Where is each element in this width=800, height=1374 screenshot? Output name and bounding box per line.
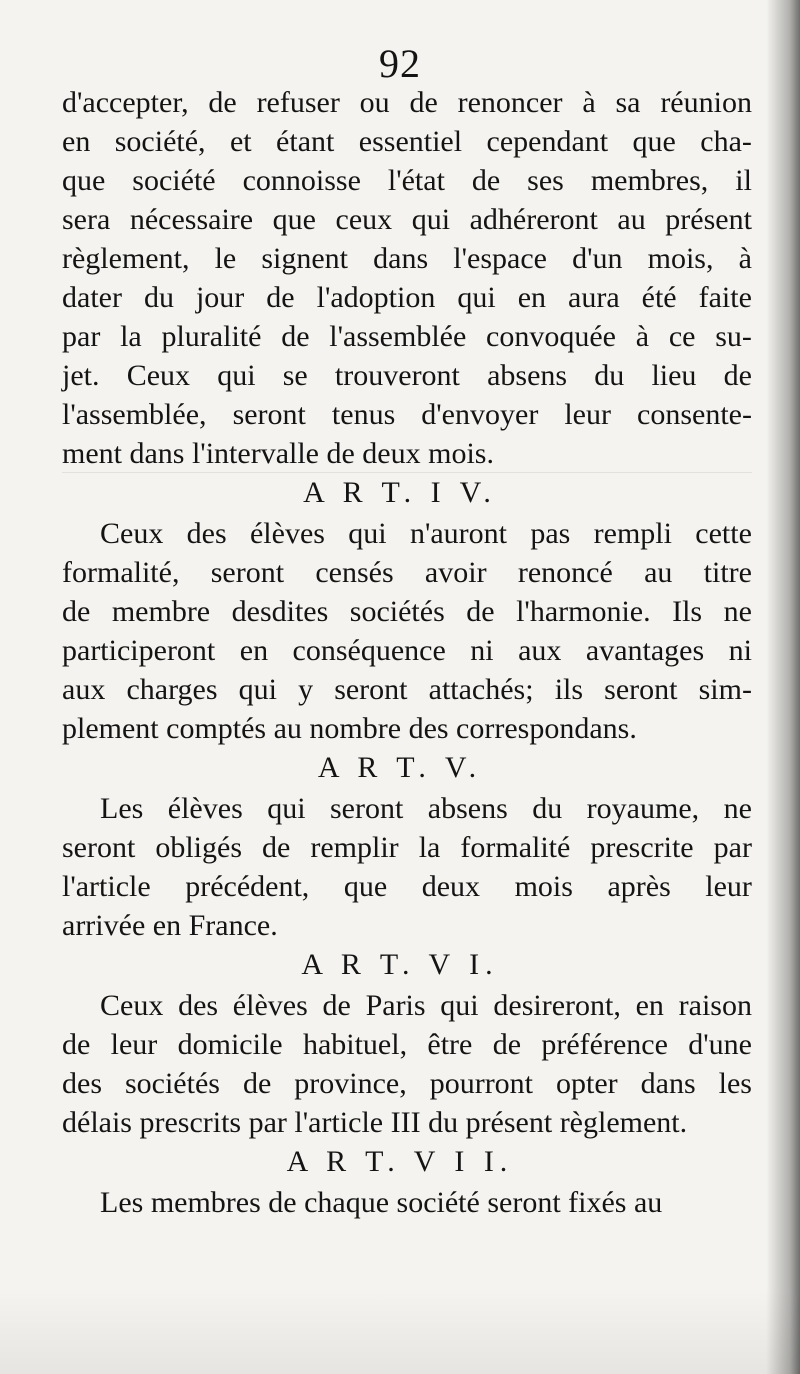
text-line: l'assemblée, seront tenus d'envoyer leur consente-	[62, 398, 752, 431]
text-line: aux charges qui y seront attachés; ils seront sim-	[62, 673, 752, 706]
text-line: Les membres de chaque société seront fixés au	[100, 1186, 663, 1219]
text-line: participeront en conséquence ni aux avantages ni	[62, 634, 752, 667]
text-line: dater du jour de l'adoption qui en aura été faite	[62, 281, 752, 314]
text-line: seront obligés de remplir la formalité prescrite par	[62, 831, 752, 864]
page-number: 92	[379, 41, 421, 86]
text-line: arrivée en France.	[62, 909, 278, 942]
text-line: sera nécessaire que ceux qui adhéreront au présent	[62, 203, 752, 236]
text-line: des sociétés de province, pourront opter dans les	[62, 1067, 752, 1100]
article-heading: A R T. V I.	[301, 948, 499, 981]
text-line: règlement, le signent dans l'espace d'un mois, à	[62, 242, 752, 275]
text-line: formalité, seront censés avoir renoncé au titre	[62, 556, 752, 589]
text-line: d'accepter, de refuser ou de renoncer à sa réunion	[62, 86, 752, 119]
text-line: ment dans l'intervalle de deux mois.	[62, 437, 494, 470]
text-line: en société, et étant essentiel cependant que cha-	[62, 125, 752, 158]
text-line: plement comptés au nombre des correspondans.	[62, 712, 637, 745]
faint-show-through-rule	[62, 472, 752, 473]
article-heading: A R T. V I I.	[286, 1145, 514, 1178]
text-line: l'article précédent, que deux mois après leur	[62, 870, 752, 903]
bottom-margin	[0, 1290, 800, 1374]
text-line: délais prescrits par l'article III du présent règlement.	[62, 1106, 688, 1139]
text-line: par la pluralité de l'assemblée convoquée à ce su-	[62, 320, 752, 353]
article-heading: A R T. I V.	[303, 476, 497, 509]
text-line: jet. Ceux qui se trouveront absens du lieu de	[62, 359, 752, 392]
text-line: Ceux des élèves qui n'auront pas rempli cette	[100, 517, 752, 550]
text-line: de membre desdites sociétés de l'harmonie. Ils ne	[62, 595, 752, 628]
text-line: Ceux des élèves de Paris qui desireront, en raison	[100, 989, 752, 1022]
page-edge-shadow	[766, 0, 800, 1374]
article-heading: A R T. V.	[317, 751, 483, 784]
text-line: de leur domicile habituel, être de préférence d'une	[62, 1028, 752, 1061]
text-line: que société connoisse l'état de ses membres, il	[62, 164, 752, 197]
text-line: Les élèves qui seront absens du royaume, ne	[100, 792, 752, 825]
